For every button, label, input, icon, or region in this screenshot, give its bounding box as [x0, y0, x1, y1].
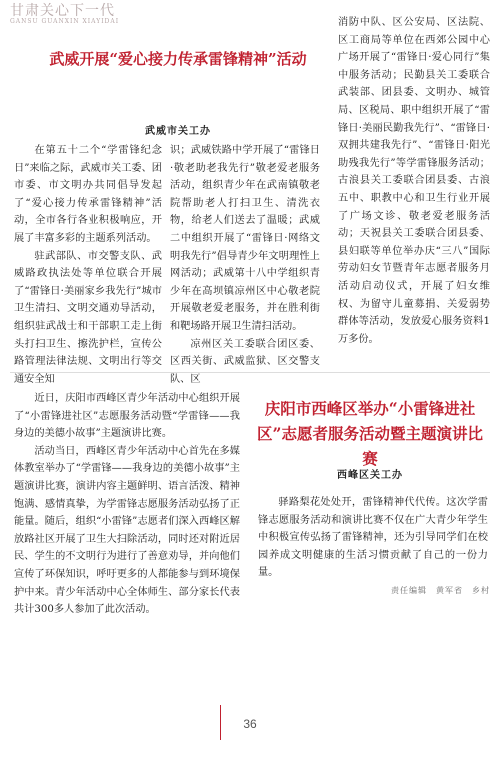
paragraph: 近日，庆阳市西峰区青少年活动中心组织开展了“小雷锋进社区”志愿服务活动暨“学雷锋——我身边的美德小故事”主题演讲比赛。: [14, 393, 240, 440]
magazine-logo: [10, 4, 160, 30]
paragraph: 消防中队、区公安局、区法院、区工商局等单位在西郊公园中心广场开展了“雷锋日·爱心同行”集中服务活动；民勤县关工委联合武装部、团县委、文明办、城管局、区税局、职中组织开展了“雷锋日·美丽民勤我先行”、“雷锋日·双拥共建我先行”、“雷锋日·阳光助残我先行”等学雷锋服务活动；古浪县关工委联合团县委、古浪五中、职教中心和卫生行业开展了广场文诊、敬老爱老服务活动；天祝县关工委联合团县委、县妇联等单位举办庆“三八”国际劳动妇女节暨青年志愿者服务月活动启动仪式，开展了妇女维权、为留守儿童募捐、关爱弱势群体等活动，发放爱心服务资料1万多份。: [338, 17, 490, 345]
article1-column-1: [14, 142, 162, 388]
logo-text: 甘肃关心下一代: [10, 3, 115, 19]
paragraph: 驻武部队、市交警支队、武威路政执法处等单位联合开展了“雷锋日·美丽家乡我先行”城市卫生清扫、文明交通劝导活动，组织驻武战士和干部职工走上街头打扫卫生、擦洗护栏，宣传公路管理法律法规、文明出行等交通安全知: [14, 250, 162, 385]
article2-left-column: [14, 390, 240, 619]
page-number-rule: [220, 705, 221, 740]
article2-author: 西峰区关工办: [337, 470, 403, 481]
logo-subtitle: GANSU GUANXIN XIAYIDAI: [10, 18, 120, 25]
page-number: 36: [243, 717, 257, 731]
paragraph: 活动当日，西峰区青少年活动中心首先在多媒体教室举办了“学雷锋——我身边的美德小故事”主题演讲比赛，演讲内容主题鲜明、语言活泼、精神饱满、感情真挚，为学雷锋志愿服务活动弘扬了正能量。随后，组织“小雷锋”志愿者们深入西峰区解放路社区开展了卫生大扫除活动，同时还对附近居民、学生的不文明行为进行了善意劝导，并向他们宣传了环保知识，呼吁更多的人都能参与到环境保护中来。青少年活动中心全体师生、部分家长代表共计300多人参加了此次活动。: [14, 445, 240, 616]
article1-author: 武威市关工办: [145, 126, 211, 137]
paragraph: 驿路梨花处处开，雷锋精神代代传。这次学雷锋志愿服务活动和演讲比赛不仅在广大青少年学生中积极宣传弘扬了雷锋精神，还为引导同学们在校园养成文明健康的生活习惯贡献了自己的一份力量。: [258, 497, 488, 579]
article2-right-column: [258, 494, 488, 582]
article2-title: 庆阳市西峰区举办“小雷锋进社区”志愿者服务活动暨主题演讲比赛: [257, 399, 483, 468]
article-divider: [10, 372, 490, 373]
paragraph: 识；武威铁路中学开展了“雷锋日·敬老助老我先行”敬老爱老服务活动，组织青少年在武南镇敬老院帮助老人打扫卫生、清洗衣物，给老人们送去了温暖；武威二中组织开展了“雷锋日·网络文明我先行”倡导青少年文明理性上网活动；武威第十八中学组织青少年在高坝镇凉州区中心敬老院开展敬老爱老服务，并在胜利街和靶场路开展卫生清扫活动。: [170, 145, 320, 332]
editor-credit: 责任编辑 黄军省 乡村: [391, 586, 490, 595]
paragraph: 凉州区关工委联合团区委、区西关街、武威监狱、区交警支队、区: [170, 338, 320, 385]
article1-column-2: [170, 142, 320, 388]
paragraph: 在第五十二个“学雷锋纪念日”来临之际，武威市关工委、团市委、市文明办共同倡导发起了“爱心接力传承雷锋精神”活动，全市各行各业积极响应，开展了丰富多彩的主题系列活动。: [14, 145, 162, 244]
article1-title: 武威开展“爱心接力传承雷锋精神”活动: [49, 50, 307, 68]
article1-column-3: [338, 14, 490, 348]
